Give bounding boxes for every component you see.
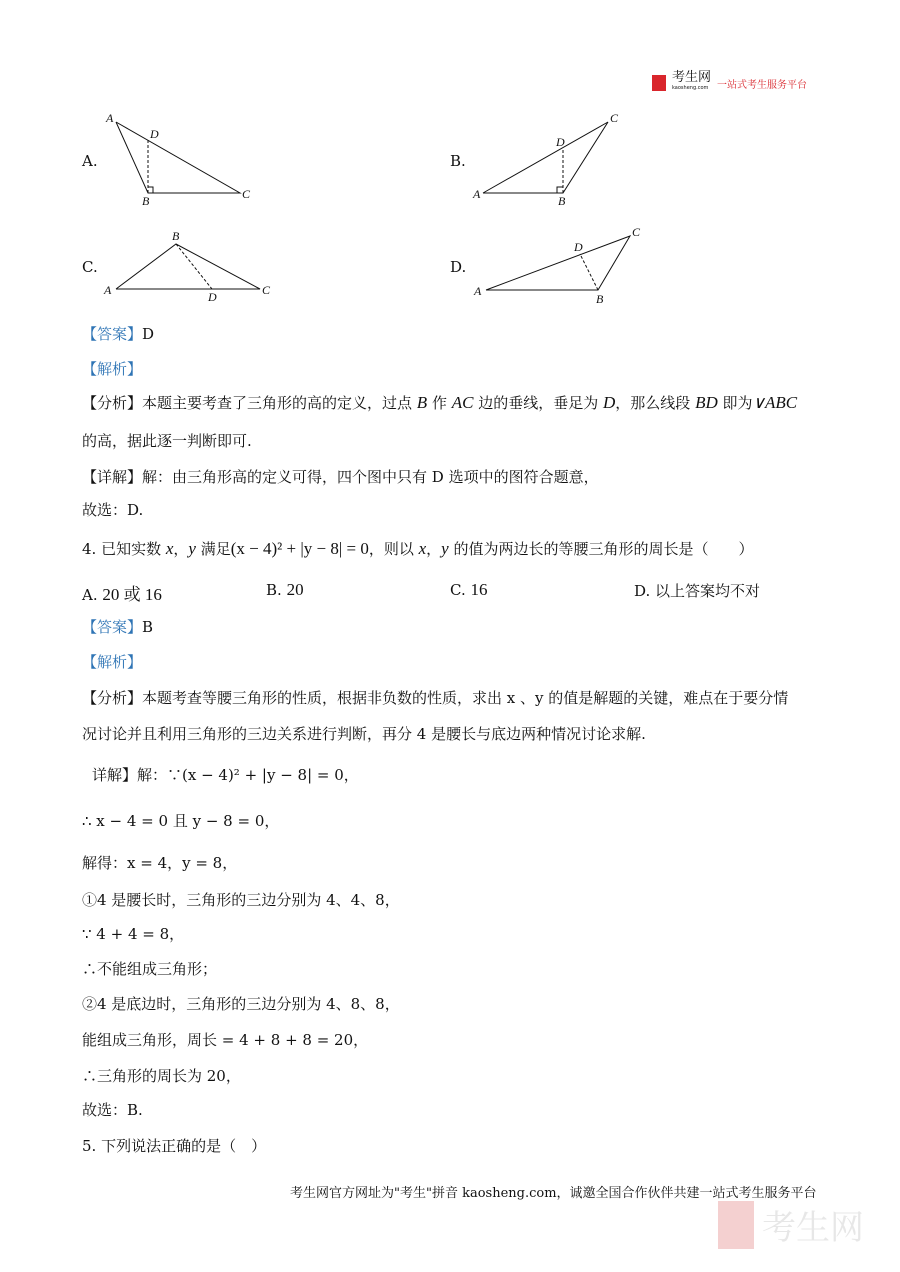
text: 边的垂线，垂足为 xyxy=(473,394,604,412)
header-slogan: 一站式考生服务平台 xyxy=(717,79,808,91)
q5-stem: 5. 下列说法正确的是（ ） xyxy=(82,1137,267,1155)
text: 20 或 16 xyxy=(102,585,162,604)
math: ∨ABC xyxy=(752,393,798,412)
q4-option-d xyxy=(634,580,760,601)
svg-text:D: D xyxy=(556,135,565,149)
q4-answer xyxy=(82,616,153,637)
math: BD xyxy=(695,393,718,412)
svg-text:B: B xyxy=(596,292,604,306)
answer-tag: 【答案】 xyxy=(82,618,143,636)
option-a-label: A. xyxy=(82,152,98,170)
q4-stem xyxy=(82,538,754,559)
q3-analysis-tag: 【解析】 xyxy=(82,360,143,378)
svg-text:C: C xyxy=(632,225,641,239)
answer-tag: 【答案】 xyxy=(82,325,143,343)
solution-line: ∴不能组成三角形； xyxy=(82,960,218,978)
q4-option-a xyxy=(82,580,162,605)
letter: B. xyxy=(266,581,282,599)
q4-fenxi-line2: 况讨论并且利用三角形的三边关系进行判断，再分 4 是腰长与底边两种情况讨论求解. xyxy=(82,725,646,743)
answer-value: D xyxy=(142,325,155,343)
figure-c xyxy=(103,229,271,304)
solution-line: ∴ x − 4 = 0 且 y − 8 = 0， xyxy=(82,812,280,830)
option-b-label: B. xyxy=(450,152,466,170)
logo-subtext: kaosheng.com xyxy=(672,85,709,91)
option-d-label: D. xyxy=(450,258,467,276)
solution-line: ∴三角形的周长为 20， xyxy=(82,1067,241,1085)
letter: C. xyxy=(450,581,466,599)
svg-text:A: A xyxy=(474,284,482,298)
text: 本题主要考查了三角形的高的定义，过点 xyxy=(142,394,417,412)
svg-text:C: C xyxy=(610,111,619,125)
math: y xyxy=(441,539,449,558)
answer-value: B xyxy=(142,618,154,636)
text: 16 xyxy=(470,580,488,599)
q3-fenxi-line2: 的高，据此逐一判断即可. xyxy=(82,432,252,450)
letter: A. xyxy=(82,586,98,604)
figure-d xyxy=(473,225,641,306)
q3-answer xyxy=(82,323,154,344)
solution-line: 详解】解：∵(x − 4)² + |y − 8| = 0， xyxy=(92,766,359,784)
solution-line: ②4 是底边时，三角形的三边分别为 4、8、8， xyxy=(82,995,400,1013)
math: B xyxy=(416,393,428,412)
watermark-logo-icon xyxy=(718,1201,754,1249)
svg-text:D: D xyxy=(150,127,159,141)
figure-b xyxy=(472,111,619,208)
svg-text:D: D xyxy=(574,240,583,254)
solution-line: ∵ 4 + 4 = 8， xyxy=(82,925,185,943)
letter: D. xyxy=(634,582,651,600)
option-c-label: C. xyxy=(82,258,98,276)
equation: (x − 4)² + |y − 8| = 0 xyxy=(230,539,369,558)
svg-text:D: D xyxy=(208,290,217,304)
page-footer: 考生网官方网址为"考生"拼音 kaosheng.com，诚邀全国合作伙伴共建一站式考生服务平台 xyxy=(290,1186,817,1201)
solution-line: 能组成三角形，周长 = 4 + 8 + 8 = 20， xyxy=(82,1031,369,1049)
watermark xyxy=(718,1200,864,1249)
text: ， xyxy=(173,540,189,558)
figure-a xyxy=(105,111,251,208)
text: 以上答案均不对 xyxy=(655,582,761,600)
q3-conclusion: 故选：D. xyxy=(82,501,144,519)
q4-option-b xyxy=(266,580,304,600)
text: ，那么线段 xyxy=(615,394,696,412)
text: 20 xyxy=(286,580,304,599)
svg-text:A: A xyxy=(473,187,481,201)
solution-line: 解得：x = 4，y = 8， xyxy=(82,854,238,872)
text: 作 xyxy=(427,394,452,412)
triangle-figures xyxy=(0,0,900,310)
logo-text: 考生网 xyxy=(672,70,712,85)
fenxi-tag: 【分析】 xyxy=(82,689,143,707)
solution-line: ①4 是腰长时，三角形的三边分别为 4、4、8， xyxy=(82,891,400,909)
math: D xyxy=(603,393,616,412)
q4-fenxi xyxy=(82,687,788,708)
svg-text:B: B xyxy=(558,194,566,208)
svg-text:C: C xyxy=(262,283,271,297)
text: 即为 xyxy=(717,394,753,412)
svg-text:A: A xyxy=(106,111,114,125)
text: ， xyxy=(426,540,442,558)
svg-text:A: A xyxy=(104,283,112,297)
text: 本题考查等腰三角形的性质，根据非负数的性质，求出 x 、y 的值是解题的关键，难点在于要分情 xyxy=(142,689,789,707)
text: 解：由三角形高的定义可得，四个图中只有 D 选项中的图符合题意， xyxy=(142,468,599,486)
watermark-text: 考生网 xyxy=(762,1208,864,1248)
svg-text:B: B xyxy=(172,229,180,243)
text: ，则以 xyxy=(368,540,419,558)
text: 满足 xyxy=(195,540,231,558)
math: y xyxy=(188,539,196,558)
text: 的值为两边长的等腰三角形的周长是（ ） xyxy=(448,540,754,558)
math: x xyxy=(418,539,427,558)
xiangjie-tag: 【详解】 xyxy=(82,468,143,486)
q4-analysis-tag: 【解析】 xyxy=(82,653,143,671)
svg-text:C: C xyxy=(242,187,251,201)
q4-option-c xyxy=(450,580,488,600)
q3-fenxi xyxy=(82,392,797,413)
q3-xiangjie xyxy=(82,466,599,487)
fenxi-tag: 【分析】 xyxy=(82,394,143,412)
solution-line: 故选：B. xyxy=(82,1101,143,1119)
math: AC xyxy=(451,393,474,412)
text: 4. 已知实数 xyxy=(82,540,166,558)
svg-text:B: B xyxy=(142,194,150,208)
math: x xyxy=(165,539,174,558)
